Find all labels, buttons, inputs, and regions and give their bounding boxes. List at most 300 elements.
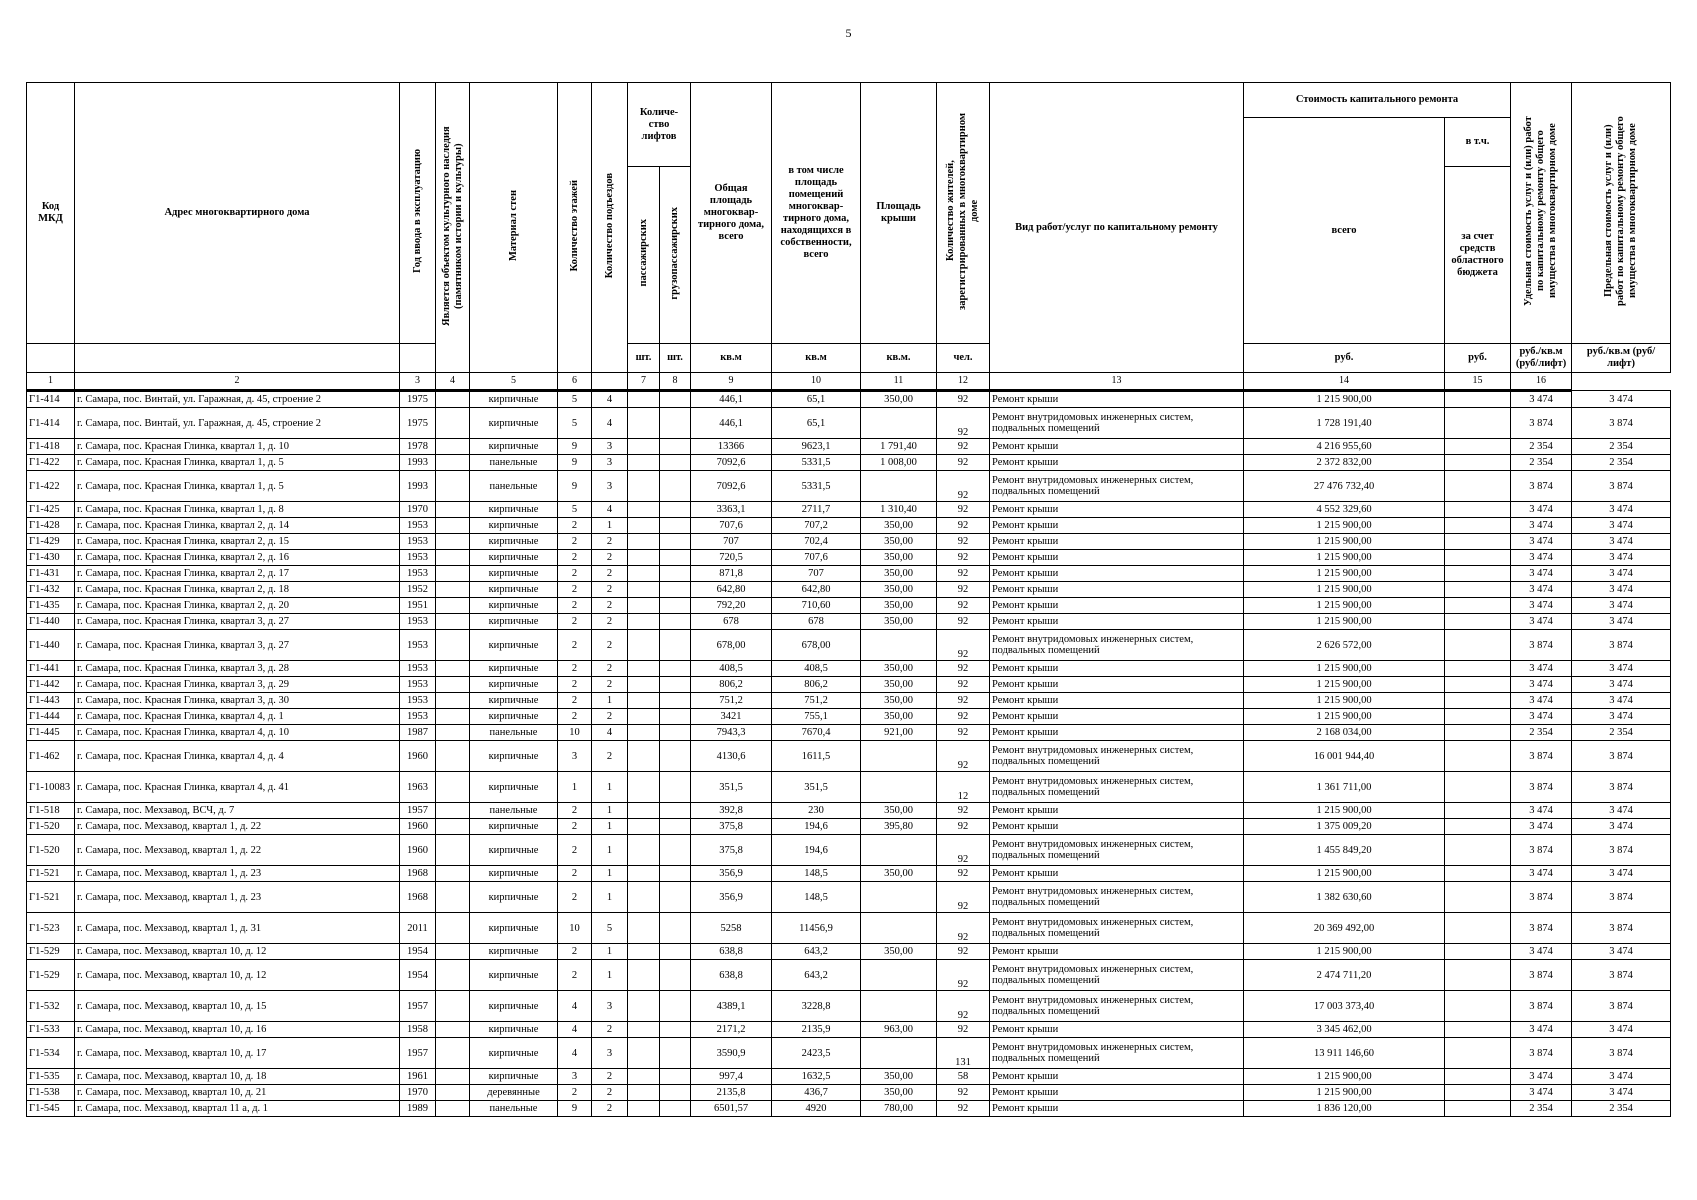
roof-area-cell: 350,00 — [861, 677, 937, 693]
floors-cell: 2 — [558, 835, 592, 866]
year-cell: 1953 — [400, 534, 436, 550]
lifts-pass-cell — [628, 502, 660, 518]
lifts-pass-cell — [628, 614, 660, 630]
wall-cell: кирпичные — [470, 709, 558, 725]
year-cell: 1993 — [400, 455, 436, 471]
year-cell: 1993 — [400, 471, 436, 502]
max-cost-cell: 3 874 — [1572, 471, 1671, 502]
entrances-cell: 1 — [592, 819, 628, 835]
max-cost-cell: 3 874 — [1572, 835, 1671, 866]
table-row — [27, 693, 1671, 709]
code-cell: Г1-444 — [27, 709, 75, 725]
address-cell: г. Самара, пос. Красная Глинка, квартал 4, д. 10 — [75, 725, 400, 741]
col-cost-regional-header: за счет средств областного бюджета — [1445, 167, 1511, 344]
code-cell: Г1-462 — [27, 741, 75, 772]
cost-regional-cell — [1445, 1069, 1511, 1085]
roof-area-cell — [861, 630, 937, 661]
table-body — [27, 391, 1671, 1117]
address-cell: г. Самара, пос. Мехзавод, ВСЧ, д. 7 — [75, 803, 400, 819]
work-cell: Ремонт крыши — [990, 502, 1244, 518]
wall-cell: кирпичные — [470, 835, 558, 866]
lifts-cargo-cell — [660, 1085, 691, 1101]
residents-cell: 92 — [937, 550, 990, 566]
lifts-pass-cell — [628, 709, 660, 725]
code-cell: Г1-422 — [27, 455, 75, 471]
wall-cell: кирпичные — [470, 630, 558, 661]
cost-regional-cell — [1445, 502, 1511, 518]
col-cost-header: Стоимость капитального ремонта — [1244, 83, 1511, 118]
heritage-cell — [436, 550, 470, 566]
lifts-cargo-cell — [660, 725, 691, 741]
floors-cell: 10 — [558, 913, 592, 944]
address-cell: г. Самара, пос. Красная Глинка, квартал 4, д. 1 — [75, 709, 400, 725]
heritage-cell — [436, 582, 470, 598]
total-area-cell: 375,8 — [691, 819, 772, 835]
lifts-cargo-cell — [660, 582, 691, 598]
year-cell: 1953 — [400, 614, 436, 630]
max-cost-cell: 3 874 — [1572, 991, 1671, 1022]
owned-area-cell: 4920 — [772, 1101, 861, 1117]
year-cell: 1957 — [400, 991, 436, 1022]
heritage-cell — [436, 677, 470, 693]
max-cost-cell: 3 874 — [1572, 1038, 1671, 1069]
table-row — [27, 598, 1671, 614]
cost-total-cell: 2 626 572,00 — [1244, 630, 1445, 661]
cost-total-cell: 1 455 849,20 — [1244, 835, 1445, 866]
owned-area-cell: 65,1 — [772, 408, 861, 439]
floors-cell: 2 — [558, 709, 592, 725]
cost-regional-cell — [1445, 661, 1511, 677]
wall-cell: кирпичные — [470, 819, 558, 835]
total-area-cell: 678 — [691, 614, 772, 630]
wall-cell: кирпичные — [470, 991, 558, 1022]
total-area-cell: 707,6 — [691, 518, 772, 534]
roof-area-cell: 350,00 — [861, 550, 937, 566]
cost-total-cell: 1 215 900,00 — [1244, 614, 1445, 630]
table-row — [27, 582, 1671, 598]
cost-regional-cell — [1445, 709, 1511, 725]
year-cell: 1957 — [400, 803, 436, 819]
table-row — [27, 1022, 1671, 1038]
entrances-cell: 2 — [592, 1069, 628, 1085]
lifts-cargo-cell — [660, 866, 691, 882]
floors-cell: 3 — [558, 741, 592, 772]
work-cell: Ремонт крыши — [990, 550, 1244, 566]
heritage-cell — [436, 913, 470, 944]
code-cell: Г1-422 — [27, 471, 75, 502]
address-cell: г. Самара, пос. Красная Глинка, квартал 3, д. 28 — [75, 661, 400, 677]
wall-cell: деревянные — [470, 1085, 558, 1101]
year-cell: 1952 — [400, 582, 436, 598]
heritage-cell — [436, 661, 470, 677]
work-cell: Ремонт крыши — [990, 566, 1244, 582]
cost-total-cell: 3 345 462,00 — [1244, 1022, 1445, 1038]
unit-cost-cell: 3 474 — [1511, 661, 1572, 677]
cost-regional-cell — [1445, 913, 1511, 944]
floors-cell: 2 — [558, 677, 592, 693]
owned-area-cell: 710,60 — [772, 598, 861, 614]
table-row — [27, 1101, 1671, 1117]
cost-regional-cell — [1445, 630, 1511, 661]
code-cell: Г1-441 — [27, 661, 75, 677]
total-area-cell: 707 — [691, 534, 772, 550]
lifts-pass-cell — [628, 944, 660, 960]
col-max-cost-header: Предельная стоимость услуг и (или) работ по капитальному ремонту общего имущества в многоквартирном доме — [1572, 83, 1671, 344]
address-cell: г. Самара, пос. Винтай, ул. Гаражная, д. 45, строение 2 — [75, 408, 400, 439]
residents-cell: 92 — [937, 408, 990, 439]
cost-regional-cell — [1445, 439, 1511, 455]
owned-area-cell: 643,2 — [772, 944, 861, 960]
work-cell: Ремонт крыши — [990, 1022, 1244, 1038]
work-cell: Ремонт внутридомовых инженерных систем, подвальных помещений — [990, 741, 1244, 772]
table-row — [27, 819, 1671, 835]
address-cell: г. Самара, пос. Мехзавод, квартал 1, д. 31 — [75, 913, 400, 944]
total-area-cell: 392,8 — [691, 803, 772, 819]
total-area-cell: 2135,8 — [691, 1085, 772, 1101]
heritage-cell — [436, 1022, 470, 1038]
address-cell: г. Самара, пос. Винтай, ул. Гаражная, д. 45, строение 2 — [75, 391, 400, 408]
owned-area-cell: 707 — [772, 566, 861, 582]
code-cell: Г1-534 — [27, 1038, 75, 1069]
owned-area-cell: 707,6 — [772, 550, 861, 566]
table-row — [27, 502, 1671, 518]
total-area-cell: 13366 — [691, 439, 772, 455]
address-cell: г. Самара, пос. Красная Глинка, квартал 4, д. 41 — [75, 772, 400, 803]
residents-cell: 92 — [937, 819, 990, 835]
year-cell: 1970 — [400, 1085, 436, 1101]
table-row — [27, 772, 1671, 803]
work-cell: Ремонт внутридомовых инженерных систем, подвальных помещений — [990, 1038, 1244, 1069]
max-cost-cell: 3 474 — [1572, 582, 1671, 598]
wall-cell: панельные — [470, 471, 558, 502]
heritage-cell — [436, 598, 470, 614]
work-cell: Ремонт внутридомовых инженерных систем, подвальных помещений — [990, 835, 1244, 866]
address-cell: г. Самара, пос. Мехзавод, квартал 1, д. 22 — [75, 835, 400, 866]
cost-total-cell: 1 215 900,00 — [1244, 582, 1445, 598]
lifts-cargo-cell — [660, 439, 691, 455]
cost-regional-cell — [1445, 741, 1511, 772]
unit-cost-cell: 3 874 — [1511, 835, 1572, 866]
wall-cell: кирпичные — [470, 772, 558, 803]
total-area-cell: 678,00 — [691, 630, 772, 661]
col-residents-header: Количество жителей, зарегистрированных в многоквартирном доме — [937, 83, 990, 344]
table-row — [27, 455, 1671, 471]
floors-cell: 2 — [558, 803, 592, 819]
entrances-cell: 2 — [592, 630, 628, 661]
column-number: 9 — [691, 373, 772, 391]
column-number — [592, 373, 628, 391]
unit-cost-cell: 3 474 — [1511, 614, 1572, 630]
lifts-pass-cell — [628, 566, 660, 582]
col-work-header: Вид работ/услуг по капитальному ремонту — [990, 83, 1244, 373]
owned-area-cell: 148,5 — [772, 882, 861, 913]
owned-area-cell: 3228,8 — [772, 991, 861, 1022]
owned-area-cell: 707,2 — [772, 518, 861, 534]
total-area-cell: 3421 — [691, 709, 772, 725]
cost-regional-cell — [1445, 550, 1511, 566]
owned-area-cell: 436,7 — [772, 1085, 861, 1101]
wall-cell: кирпичные — [470, 677, 558, 693]
work-cell: Ремонт крыши — [990, 391, 1244, 408]
heritage-cell — [436, 772, 470, 803]
col-floors-header: Количество этажей — [558, 83, 592, 373]
total-area-cell: 356,9 — [691, 866, 772, 882]
heritage-cell — [436, 455, 470, 471]
work-cell: Ремонт крыши — [990, 1069, 1244, 1085]
cost-total-cell: 1 215 900,00 — [1244, 534, 1445, 550]
table-row — [27, 550, 1671, 566]
floors-cell: 5 — [558, 391, 592, 408]
lifts-cargo-cell — [660, 1101, 691, 1117]
entrances-cell: 5 — [592, 913, 628, 944]
roof-area-cell: 350,00 — [861, 866, 937, 882]
address-cell: г. Самара, пос. Красная Глинка, квартал 1, д. 8 — [75, 502, 400, 518]
table-row — [27, 866, 1671, 882]
floors-cell: 2 — [558, 614, 592, 630]
floors-cell: 4 — [558, 1038, 592, 1069]
work-cell: Ремонт внутридомовых инженерных систем, подвальных помещений — [990, 882, 1244, 913]
cost-regional-cell — [1445, 725, 1511, 741]
owned-area-cell: 148,5 — [772, 866, 861, 882]
cost-regional-cell — [1445, 944, 1511, 960]
unit-cost-cell: 2 354 — [1511, 439, 1572, 455]
total-area-cell: 751,2 — [691, 693, 772, 709]
total-area-cell: 408,5 — [691, 661, 772, 677]
cost-regional-cell — [1445, 1085, 1511, 1101]
address-cell: г. Самара, пос. Мехзавод, квартал 1, д. 23 — [75, 882, 400, 913]
entrances-cell: 2 — [592, 741, 628, 772]
unit-cost-cell: 2 354 — [1511, 725, 1572, 741]
work-cell: Ремонт крыши — [990, 819, 1244, 835]
lifts-pass-cell — [628, 1038, 660, 1069]
owned-area-cell: 408,5 — [772, 661, 861, 677]
floors-cell: 2 — [558, 866, 592, 882]
work-cell: Ремонт крыши — [990, 1101, 1244, 1117]
work-cell: Ремонт крыши — [990, 693, 1244, 709]
lifts-cargo-cell — [660, 518, 691, 534]
work-cell: Ремонт крыши — [990, 1085, 1244, 1101]
entrances-cell: 4 — [592, 408, 628, 439]
lifts-pass-cell — [628, 550, 660, 566]
year-cell: 1960 — [400, 741, 436, 772]
work-cell: Ремонт крыши — [990, 803, 1244, 819]
cost-regional-cell — [1445, 566, 1511, 582]
max-cost-cell: 3 474 — [1572, 693, 1671, 709]
floors-cell: 2 — [558, 960, 592, 991]
work-cell: Ремонт внутридомовых инженерных систем, подвальных помещений — [990, 960, 1244, 991]
table-row — [27, 518, 1671, 534]
year-cell: 1951 — [400, 598, 436, 614]
year-cell: 1953 — [400, 550, 436, 566]
entrances-cell: 1 — [592, 944, 628, 960]
owned-area-cell: 678 — [772, 614, 861, 630]
code-cell: Г1-520 — [27, 819, 75, 835]
residents-cell: 92 — [937, 1022, 990, 1038]
roof-area-cell — [861, 835, 937, 866]
total-area-cell: 638,8 — [691, 944, 772, 960]
residents-cell: 131 — [937, 1038, 990, 1069]
max-cost-cell: 3 474 — [1572, 661, 1671, 677]
floors-cell: 2 — [558, 944, 592, 960]
address-cell: г. Самара, пос. Красная Глинка, квартал 2, д. 18 — [75, 582, 400, 598]
year-cell: 1953 — [400, 677, 436, 693]
unit-cost-cell: 3 874 — [1511, 471, 1572, 502]
owned-area-cell: 642,80 — [772, 582, 861, 598]
lifts-pass-cell — [628, 866, 660, 882]
address-cell: г. Самара, пос. Мехзавод, квартал 10, д. 17 — [75, 1038, 400, 1069]
code-cell: Г1-521 — [27, 866, 75, 882]
residents-cell: 92 — [937, 741, 990, 772]
heritage-cell — [436, 614, 470, 630]
heritage-cell — [436, 566, 470, 582]
lifts-pass-cell — [628, 1069, 660, 1085]
heritage-cell — [436, 1038, 470, 1069]
column-number: 4 — [436, 373, 470, 391]
roof-area-cell: 1 791,40 — [861, 439, 937, 455]
residents-cell: 92 — [937, 866, 990, 882]
roof-area-cell: 350,00 — [861, 582, 937, 598]
lifts-cargo-cell — [660, 1038, 691, 1069]
unit-cost-cell: 3 874 — [1511, 741, 1572, 772]
cost-total-cell: 1 361 711,00 — [1244, 772, 1445, 803]
wall-cell: кирпичные — [470, 582, 558, 598]
wall-cell: кирпичные — [470, 614, 558, 630]
unit-cost-cell: 3 474 — [1511, 598, 1572, 614]
year-cell: 1970 — [400, 502, 436, 518]
cost-regional-cell — [1445, 582, 1511, 598]
unit-cost-cell: 3 874 — [1511, 913, 1572, 944]
address-cell: г. Самара, пос. Красная Глинка, квартал 1, д. 5 — [75, 455, 400, 471]
repair-register-table — [26, 82, 1671, 1117]
residents-cell: 92 — [937, 944, 990, 960]
residents-cell: 92 — [937, 725, 990, 741]
code-cell: Г1-425 — [27, 502, 75, 518]
lifts-cargo-cell — [660, 391, 691, 408]
unit-cost-cell: 3 474 — [1511, 709, 1572, 725]
owned-area-cell: 806,2 — [772, 677, 861, 693]
unit-cost-cell: 3 474 — [1511, 803, 1572, 819]
max-cost-cell: 3 474 — [1572, 518, 1671, 534]
address-cell: г. Самара, пос. Мехзавод, квартал 10, д. 12 — [75, 960, 400, 991]
code-cell: Г1-440 — [27, 630, 75, 661]
year-cell: 1989 — [400, 1101, 436, 1117]
lifts-pass-cell — [628, 455, 660, 471]
max-cost-cell: 3 874 — [1572, 960, 1671, 991]
unit-cost-cell: 3 874 — [1511, 630, 1572, 661]
residents-cell: 92 — [937, 582, 990, 598]
year-cell: 1968 — [400, 866, 436, 882]
floors-cell: 3 — [558, 1069, 592, 1085]
total-area-cell: 7092,6 — [691, 455, 772, 471]
work-cell: Ремонт крыши — [990, 661, 1244, 677]
table-row — [27, 944, 1671, 960]
lifts-cargo-cell — [660, 835, 691, 866]
heritage-cell — [436, 741, 470, 772]
address-cell: г. Самара, пос. Красная Глинка, квартал 3, д. 29 — [75, 677, 400, 693]
heritage-cell — [436, 534, 470, 550]
lifts-pass-cell — [628, 630, 660, 661]
lifts-pass-cell — [628, 439, 660, 455]
max-cost-cell: 2 354 — [1572, 439, 1671, 455]
unit-residents: чел. — [937, 344, 990, 373]
cost-regional-cell — [1445, 1038, 1511, 1069]
residents-cell: 92 — [937, 882, 990, 913]
roof-area-cell: 350,00 — [861, 709, 937, 725]
table-row — [27, 534, 1671, 550]
cost-regional-cell — [1445, 614, 1511, 630]
address-cell: г. Самара, пос. Красная Глинка, квартал 1, д. 5 — [75, 471, 400, 502]
owned-area-cell: 2423,5 — [772, 1038, 861, 1069]
heritage-cell — [436, 944, 470, 960]
column-number: 1 — [27, 373, 75, 391]
address-cell: г. Самара, пос. Красная Глинка, квартал 2, д. 20 — [75, 598, 400, 614]
owned-area-cell: 65,1 — [772, 391, 861, 408]
wall-cell: панельные — [470, 1101, 558, 1117]
column-number: 16 — [1511, 373, 1572, 391]
lifts-pass-cell — [628, 693, 660, 709]
total-area-cell: 5258 — [691, 913, 772, 944]
table-row — [27, 803, 1671, 819]
owned-area-cell: 702,4 — [772, 534, 861, 550]
cost-total-cell: 1 728 191,40 — [1244, 408, 1445, 439]
floors-cell: 2 — [558, 882, 592, 913]
wall-cell: кирпичные — [470, 408, 558, 439]
code-cell: Г1-414 — [27, 408, 75, 439]
code-cell: Г1-520 — [27, 835, 75, 866]
work-cell: Ремонт крыши — [990, 677, 1244, 693]
entrances-cell: 2 — [592, 709, 628, 725]
total-area-cell: 2171,2 — [691, 1022, 772, 1038]
unit-year — [400, 344, 436, 373]
year-cell: 1954 — [400, 960, 436, 991]
owned-area-cell: 351,5 — [772, 772, 861, 803]
roof-area-cell: 350,00 — [861, 661, 937, 677]
floors-cell: 1 — [558, 772, 592, 803]
owned-area-cell: 7670,4 — [772, 725, 861, 741]
col-lifts-header: Количе- ство лифтов — [628, 83, 691, 167]
owned-area-cell: 230 — [772, 803, 861, 819]
floors-cell: 2 — [558, 693, 592, 709]
unit-cost-cell: 3 874 — [1511, 408, 1572, 439]
unit-cost-cell: 3 474 — [1511, 866, 1572, 882]
residents-cell: 92 — [937, 1101, 990, 1117]
heritage-cell — [436, 960, 470, 991]
table-row — [27, 661, 1671, 677]
owned-area-cell: 2135,9 — [772, 1022, 861, 1038]
column-number: 12 — [937, 373, 990, 391]
heritage-cell — [436, 630, 470, 661]
year-cell: 1987 — [400, 725, 436, 741]
total-area-cell: 446,1 — [691, 391, 772, 408]
year-cell: 1960 — [400, 819, 436, 835]
lifts-cargo-cell — [660, 741, 691, 772]
table-row — [27, 960, 1671, 991]
owned-area-cell: 1632,5 — [772, 1069, 861, 1085]
entrances-cell: 2 — [592, 1085, 628, 1101]
year-cell: 1957 — [400, 1038, 436, 1069]
cost-regional-cell — [1445, 1101, 1511, 1117]
roof-area-cell: 1 008,00 — [861, 455, 937, 471]
unit-cost-cell: 3 874 — [1511, 960, 1572, 991]
unit-cost-cell: 3 874 — [1511, 991, 1572, 1022]
roof-area-cell: 350,00 — [861, 598, 937, 614]
code-cell: Г1-532 — [27, 991, 75, 1022]
lifts-cargo-cell — [660, 819, 691, 835]
cost-total-cell: 1 215 900,00 — [1244, 391, 1445, 408]
cost-total-cell: 1 215 900,00 — [1244, 518, 1445, 534]
column-number: 2 — [75, 373, 400, 391]
residents-cell: 92 — [937, 455, 990, 471]
